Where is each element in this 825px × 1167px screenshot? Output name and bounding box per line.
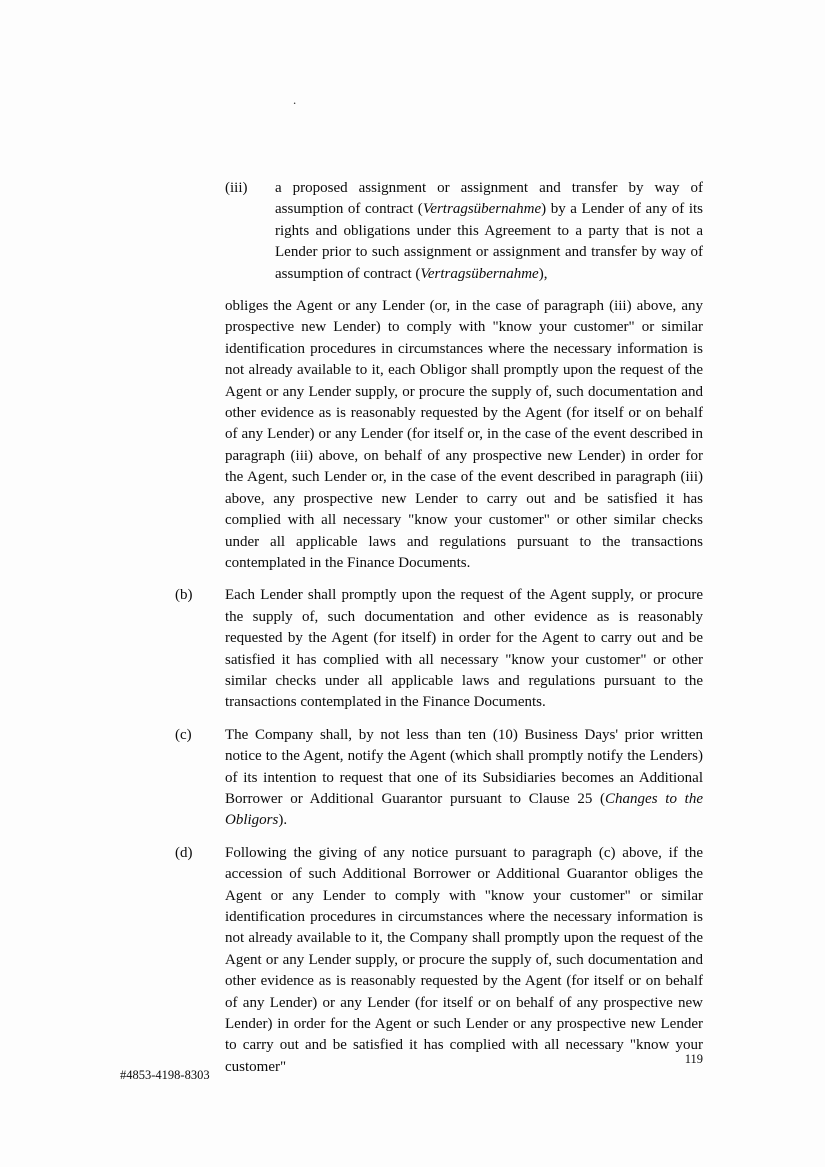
clause-iii-segment-2: ) by a Lender of any of its rights and obligations under this Agreement to a party that is not a Lender prior to such assignment or assignment and transfer by way of assumption of contract (	[275, 201, 703, 282]
clause-item-iii	[225, 178, 703, 285]
clause-c-segment-italic: Changes to the Obligors	[225, 790, 703, 829]
clause-text-c	[225, 725, 703, 832]
document-id-footer: #4853-4198-8303	[120, 1068, 210, 1082]
page-content	[175, 178, 703, 1089]
clause-item-c	[175, 725, 703, 832]
clause-label-c: (c)	[175, 726, 192, 743]
clause-c-segment-2: ).	[278, 812, 288, 829]
paragraph-obliges: obliges the Agent or any Lender (or, in the case of paragraph (iii) above, any prospective new Lender) to comply with "know your customer" or similar identification procedures in circumstances where the necessary information is not already available to it, each Obligor shall promptly upon the request of the Agent or any Lender supply, or procure the supply of, such documentation and other evidence as is reasonably requested by the Agent (for itself or on behalf of any Lender) or any Lender (for itself or, in the case of the event described in paragraph (iii) above, on behalf of any prospective new Lender) in order for the Agent, such Lender or, in the case of the event described in paragraph (iii) above, any prospective new Lender to carry out and be satisfied it has complied with all necessary "know your customer" or other similar checks under all applicable laws and regulations pursuant to the transactions contemplated in the Finance Documents.	[225, 298, 703, 571]
clause-label-d: (d)	[175, 844, 193, 861]
clause-text-d: Following the giving of any notice pursuant to paragraph (c) above, if the accession of such Additional Borrower or Additional Guarantor obliges the Agent or any Lender to comply with "know your customer" or similar identification procedures in circumstances where the necessary information is not already available to it, the Company shall promptly upon the request of the Agent or any Lender supply, or procure the supply of, such documentation and other evidence as is reasonably requested by the Agent (for itself or on behalf of any Lender) or any Lender (for itself or on behalf of any prospective new Lender) in order for the Agent or such Lender or any prospective new Lender to carry out and be satisfied it has complied with all necessary "know your customer"	[225, 844, 703, 1075]
clause-text-b: Each Lender shall promptly upon the request of the Agent supply, or procure the supply of, such documentation and other evidence as is reasonably requested by the Agent (for itself) in order for the Agent to carry out and be satisfied it has complied with all necessary "know your customer" or other similar checks under all applicable laws and regulations pursuant to the transactions contemplated in the Finance Documents.	[225, 587, 703, 711]
clause-label-iii: (iii)	[225, 180, 248, 196]
clause-label-b: (b)	[175, 587, 193, 604]
clause-iii-segment-3: ),	[538, 265, 548, 282]
clause-text-iii	[275, 178, 703, 285]
clause-c-segment-1: The Company shall, by not less than ten (10) Business Days' prior written notice to the Agent, notify the Agent (which shall promptly notify the Lenders) of its intention to request that one of its Subsidiaries becomes an Additional Borrower or Additional Guarantor pursuant to Clause 25 (	[225, 726, 703, 807]
stray-mark: .	[293, 92, 297, 107]
clause-iii-segment-italic-2: Vertragsübernahme	[420, 265, 539, 282]
clause-iii-segment-italic-1: Vertragsübernahme	[422, 201, 542, 218]
clause-item-d	[175, 843, 703, 1078]
page-number: 119	[684, 1052, 703, 1066]
clause-iii-segment-1: a proposed assignment or assignment and transfer by way of assumption of contract (	[275, 180, 703, 218]
clause-item-b	[175, 585, 703, 713]
